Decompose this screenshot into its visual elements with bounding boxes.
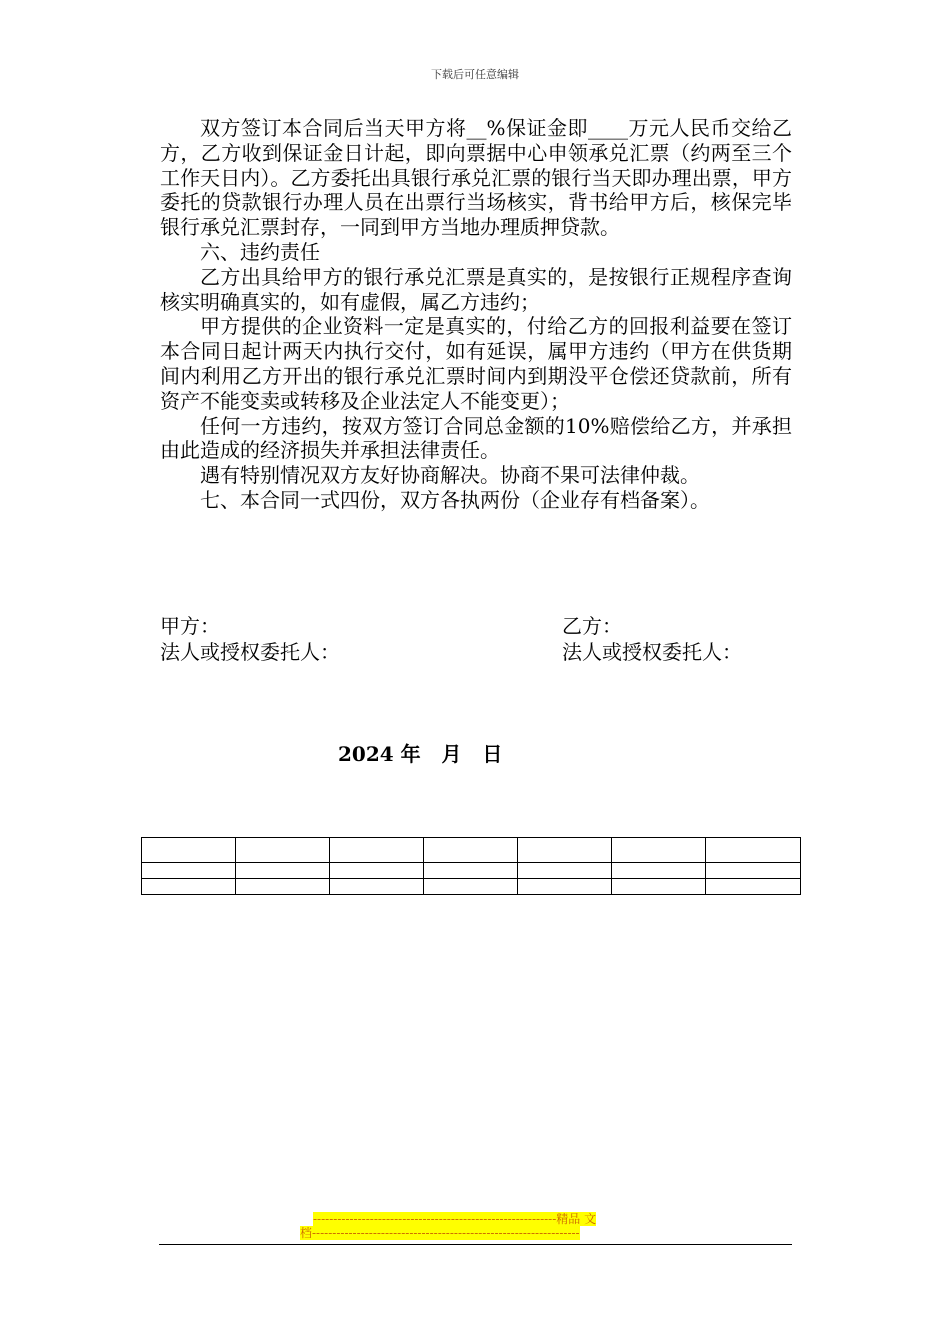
party-a-representative: 法人或授权委托人： (160, 640, 340, 664)
table-cell (706, 879, 801, 895)
signing-date: 2024 年 月 日 (338, 742, 503, 766)
table-cell (612, 879, 706, 895)
table-cell (612, 838, 706, 863)
table-cell (706, 838, 801, 863)
party-b-label: 乙方： (562, 614, 622, 638)
table-cell (518, 838, 612, 863)
table-cell (236, 879, 330, 895)
party-b-representative: 法人或授权委托人： (562, 640, 742, 664)
table-cell (518, 879, 612, 895)
section-heading-breach: 六、违约责任 (200, 239, 320, 264)
paragraph-deposit: 双方签订本合同后当天甲方将__%保证金即____万元人民币交给乙方，乙方收到保证金日计起，即向票据中心申领承兑汇票（约两至三个工作天日内）。乙方委托出具银行承兑汇票的银行当天即办理出票，甲方委托的贷款银行办理人员在出票行当场核实，背书给甲方后，核保完毕银行承兑汇票封存，一同到甲方当地办理质押贷款。 (160, 116, 792, 240)
table-cell (142, 838, 236, 863)
table-cell (424, 863, 518, 879)
header-note: 下载后可任意编辑 (431, 68, 519, 81)
paragraph-party-a-breach: 甲方提供的企业资料一定是真实的，付给乙方的回报利益要在签订本合同日起计两天内执行交付，如有延误，属甲方违约（甲方在供货期间内利用乙方开出的银行承兑汇票时间内到期没平仓偿还贷款前，所有资产不能变卖或转移及企业法定人不能变更）； (160, 314, 792, 413)
table-cell (142, 863, 236, 879)
table-row (142, 838, 801, 863)
table-cell (706, 863, 801, 879)
table-cell (236, 863, 330, 879)
paragraph-compensation: 任何一方违约，按双方签订合同总金额的10%赔偿给乙方，并承担由此造成的经济损失并承担法律责任。 (160, 413, 792, 463)
table-row (142, 879, 801, 895)
table-cell (330, 863, 424, 879)
table-cell (424, 879, 518, 895)
table-cell (424, 838, 518, 863)
footer-watermark-line1: ------------------------------------------------------------精品 文 (313, 1212, 597, 1226)
footer-watermark-line2: 档------------------------------------------------------------------ (300, 1226, 580, 1240)
table-cell (236, 838, 330, 863)
table-cell (142, 879, 236, 895)
table-cell (518, 863, 612, 879)
blank-table (141, 837, 801, 895)
table-cell (330, 838, 424, 863)
table-cell (612, 863, 706, 879)
paragraph-dispute: 遇有特别情况双方友好协商解决。协商不果可法律仲裁。 (200, 463, 700, 488)
paragraph-party-b-breach: 乙方出具给甲方的银行承兑汇票是真实的，是按银行正规程序查询核实明确真实的，如有虚假，属乙方违约； (160, 264, 792, 314)
table-row (142, 863, 801, 879)
party-a-label: 甲方： (160, 614, 220, 638)
footer-rule (159, 1244, 792, 1245)
table-cell (330, 879, 424, 895)
footer-watermark (300, 1212, 650, 1240)
contract-body (160, 116, 792, 513)
section-copies: 七、本合同一式四份，双方各执两份（企业存有档备案）。 (200, 487, 710, 512)
